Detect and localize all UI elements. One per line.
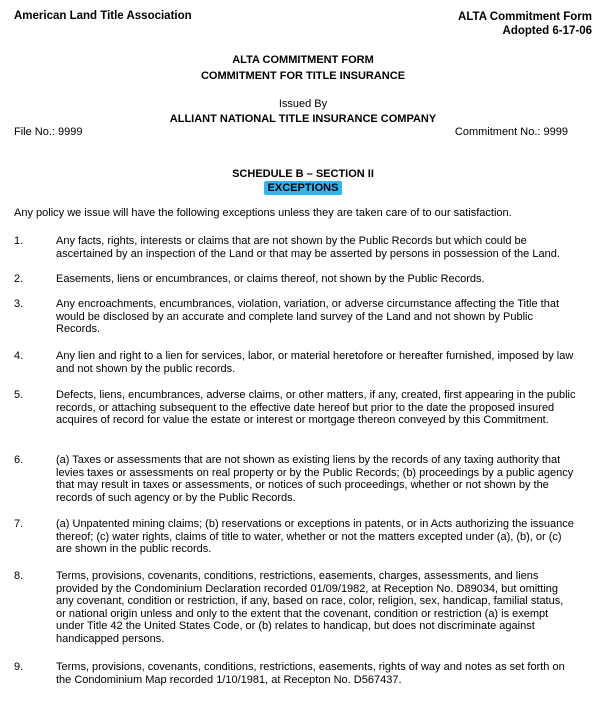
file-number: File No.: 9999 bbox=[14, 126, 83, 138]
schedule-heading: SCHEDULE B – SECTION II bbox=[232, 168, 374, 180]
exception-text: Any facts, rights, interests or claims that are not shown by the Public Records but which could be ascertained by an inspection of the Land or that may be asserted by persons in possession of the Land. bbox=[56, 235, 560, 260]
exception-text: (a) Taxes or assessments that are not shown as existing liens by the records of any taxing authority that levies taxes or assessments on real property or by the Public Records; (b) proceedings by a public agency that may result in taxes or assessments, or notices of such proceedings, whether or not shown by the records of such agency or by the Public Records. bbox=[56, 454, 574, 504]
form-title: ALTA COMMITMENT FORM bbox=[232, 54, 374, 66]
commitment-number: Commitment No.: 9999 bbox=[454, 126, 568, 138]
header-organization: American Land Title Association bbox=[14, 10, 192, 22]
exception-text: Any encroachments, encumbrances, violation, variation, or adverse circumstance affecting the Title that would be disclosed by an accurate and complete land survey of the Land and not shown by Public Records. bbox=[56, 298, 559, 336]
exceptions-highlight: EXCEPTIONS bbox=[264, 181, 343, 195]
exception-text: Terms, provisions, covenants, conditions, restrictions, easements, rights of way and notes as set forth on the Condominium Map recorded 1/10/1981, at Recepton No. D567437. bbox=[56, 661, 565, 686]
exception-text: Terms, provisions, covenants, conditions, restrictions, easements, charges, assessments, and liens provided by the Condominium Declaration recorded 01/09/1982, at Reception No. D89034, but omitting any covenant, condition or restriction, if any, based on race, color, religion, sex, handicap, familial status, or national origin unless and only to the extent that the covenant, condition or restriction (a) is exempt under Title 42 the United States Code, or (b) relates to handicap, but does not discriminate against handicapped persons. bbox=[56, 570, 564, 645]
form-subtitle: COMMITMENT FOR TITLE INSURANCE bbox=[200, 70, 406, 82]
header-adopted-date: Adopted 6-17-06 bbox=[502, 25, 592, 37]
exception-number: 6. bbox=[14, 454, 24, 466]
exception-text: Any lien and right to a lien for services, labor, or material heretofore or hereafter furnished, imposed by law and not shown by the public records. bbox=[56, 350, 574, 375]
exception-number: 5. bbox=[14, 389, 24, 401]
exception-number: 1. bbox=[14, 235, 24, 247]
exception-number: 3. bbox=[14, 298, 24, 310]
exception-number: 2. bbox=[14, 273, 24, 285]
exception-text: Defects, liens, encumbrances, adverse claims, or other matters, if any, created, first appearing in the public records, or attaching subsequent to the effective date hereof but prior to the date the proposed insured acquires of record for value the estate or interest or mortgage thereon conveyed by this Commitment. bbox=[56, 389, 576, 427]
intro-paragraph: Any policy we issue will have the following exceptions unless they are taken care of to our satisfaction. bbox=[14, 207, 512, 219]
exception-text: (a) Unpatented mining claims; (b) reservations or exceptions in patents, or in Acts authorizing the issuance thereof; (c) water rights, claims of title to water, whether or not the matters excepted under (a), (b), or (c) are shown in the public records. bbox=[56, 518, 574, 556]
exception-text: Easements, liens or encumbrances, or claims thereof, not shown by the Public Records. bbox=[56, 273, 485, 285]
exception-number: 4. bbox=[14, 350, 24, 362]
issued-by-label: Issued By bbox=[278, 98, 328, 110]
exception-number: 7. bbox=[14, 518, 24, 530]
schedule-subheading-wrap bbox=[0, 181, 606, 195]
exception-number: 8. bbox=[14, 570, 24, 582]
exception-number: 9. bbox=[14, 661, 24, 673]
issuing-company: ALLIANT NATIONAL TITLE INSURANCE COMPANY bbox=[169, 113, 437, 125]
header-form-name: ALTA Commitment Form bbox=[458, 11, 592, 23]
header-form-info bbox=[458, 10, 592, 38]
